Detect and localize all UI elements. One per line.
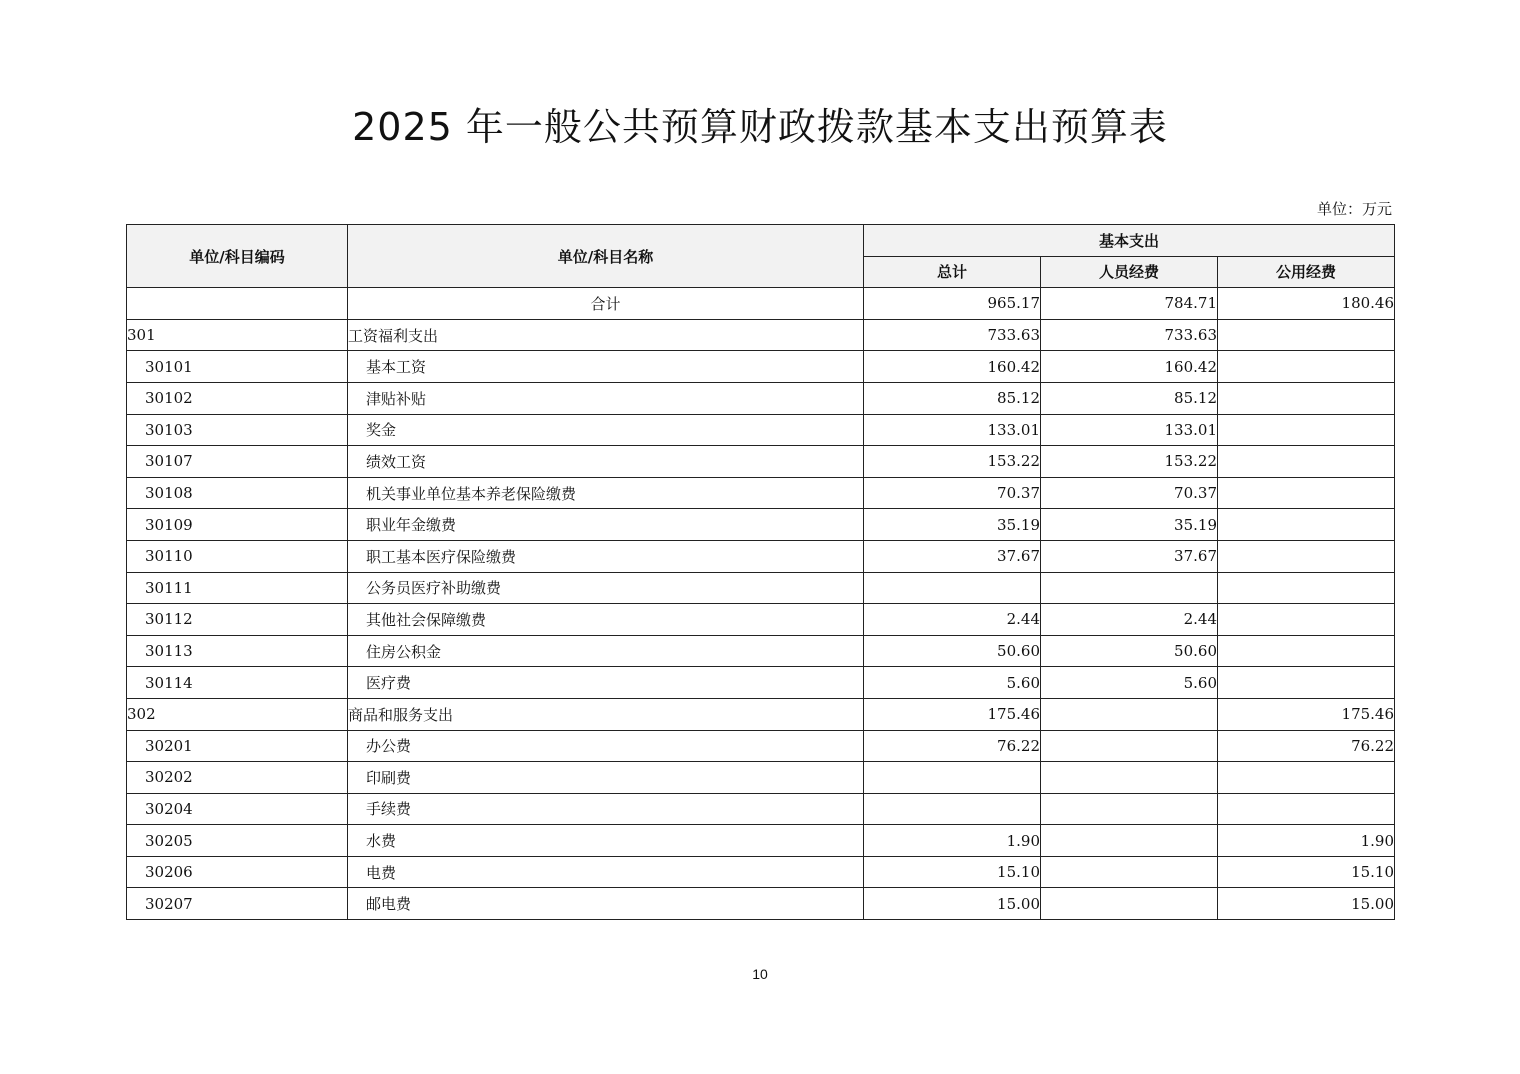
cell-personnel bbox=[1041, 572, 1218, 604]
cell-name: 住房公积金 bbox=[348, 635, 864, 667]
cell-name: 职业年金缴费 bbox=[348, 509, 864, 541]
cell-personnel: 2.44 bbox=[1041, 604, 1218, 636]
table-row bbox=[127, 667, 1395, 699]
cell-code: 30109 bbox=[127, 509, 348, 541]
table-row bbox=[127, 856, 1395, 888]
cell-public bbox=[1218, 414, 1395, 446]
cell-public: 180.46 bbox=[1218, 288, 1395, 320]
cell-code: 30113 bbox=[127, 635, 348, 667]
page-number: 10 bbox=[752, 966, 768, 982]
cell-public bbox=[1218, 540, 1395, 572]
cell-total: 175.46 bbox=[864, 698, 1041, 730]
cell-total bbox=[864, 762, 1041, 794]
cell-public: 15.00 bbox=[1218, 888, 1395, 920]
cell-personnel bbox=[1041, 793, 1218, 825]
cell-public: 175.46 bbox=[1218, 698, 1395, 730]
cell-total: 70.37 bbox=[864, 477, 1041, 509]
cell-public bbox=[1218, 351, 1395, 383]
cell-code: 30102 bbox=[127, 382, 348, 414]
cell-name: 奖金 bbox=[348, 414, 864, 446]
table-row bbox=[127, 382, 1395, 414]
cell-name: 商品和服务支出 bbox=[348, 698, 864, 730]
table-row bbox=[127, 319, 1395, 351]
cell-code: 30108 bbox=[127, 477, 348, 509]
cell-name: 绩效工资 bbox=[348, 446, 864, 478]
cell-name: 医疗费 bbox=[348, 667, 864, 699]
cell-total: 153.22 bbox=[864, 446, 1041, 478]
cell-total bbox=[864, 793, 1041, 825]
cell-total: 965.17 bbox=[864, 288, 1041, 320]
cell-public bbox=[1218, 572, 1395, 604]
cell-public bbox=[1218, 762, 1395, 794]
cell-code: 30206 bbox=[127, 856, 348, 888]
cell-total: 5.60 bbox=[864, 667, 1041, 699]
cell-code: 30207 bbox=[127, 888, 348, 920]
table-row bbox=[127, 762, 1395, 794]
cell-name: 公务员医疗补助缴费 bbox=[348, 572, 864, 604]
cell-code: 30204 bbox=[127, 793, 348, 825]
cell-code: 30107 bbox=[127, 446, 348, 478]
cell-name: 津贴补贴 bbox=[348, 382, 864, 414]
cell-total: 2.44 bbox=[864, 604, 1041, 636]
cell-code: 30112 bbox=[127, 604, 348, 636]
cell-total: 160.42 bbox=[864, 351, 1041, 383]
cell-name: 其他社会保障缴费 bbox=[348, 604, 864, 636]
cell-personnel: 733.63 bbox=[1041, 319, 1218, 351]
cell-personnel bbox=[1041, 698, 1218, 730]
table-row bbox=[127, 414, 1395, 446]
cell-personnel bbox=[1041, 825, 1218, 857]
unit-label: 单位：万元 bbox=[1316, 200, 1392, 218]
cell-name: 办公费 bbox=[348, 730, 864, 762]
cell-code: 30201 bbox=[127, 730, 348, 762]
table-row bbox=[127, 888, 1395, 920]
cell-total: 35.19 bbox=[864, 509, 1041, 541]
cell-personnel: 133.01 bbox=[1041, 414, 1218, 446]
cell-personnel bbox=[1041, 856, 1218, 888]
cell-total: 15.00 bbox=[864, 888, 1041, 920]
cell-public bbox=[1218, 509, 1395, 541]
cell-personnel bbox=[1041, 888, 1218, 920]
table-row bbox=[127, 604, 1395, 636]
cell-name: 职工基本医疗保险缴费 bbox=[348, 540, 864, 572]
cell-name: 邮电费 bbox=[348, 888, 864, 920]
cell-name: 水费 bbox=[348, 825, 864, 857]
cell-total: 37.67 bbox=[864, 540, 1041, 572]
cell-public: 15.10 bbox=[1218, 856, 1395, 888]
table-row bbox=[127, 730, 1395, 762]
cell-public bbox=[1218, 319, 1395, 351]
cell-public bbox=[1218, 446, 1395, 478]
cell-name: 电费 bbox=[348, 856, 864, 888]
cell-code bbox=[127, 288, 348, 320]
cell-personnel: 153.22 bbox=[1041, 446, 1218, 478]
cell-public bbox=[1218, 604, 1395, 636]
cell-code: 30110 bbox=[127, 540, 348, 572]
cell-total: 50.60 bbox=[864, 635, 1041, 667]
header-public: 公用经费 bbox=[1218, 256, 1395, 288]
cell-public bbox=[1218, 635, 1395, 667]
cell-name: 基本工资 bbox=[348, 351, 864, 383]
cell-personnel bbox=[1041, 730, 1218, 762]
cell-code: 30114 bbox=[127, 667, 348, 699]
cell-code: 302 bbox=[127, 698, 348, 730]
cell-public bbox=[1218, 667, 1395, 699]
cell-name: 手续费 bbox=[348, 793, 864, 825]
cell-total bbox=[864, 572, 1041, 604]
cell-personnel: 37.67 bbox=[1041, 540, 1218, 572]
cell-code: 30205 bbox=[127, 825, 348, 857]
cell-personnel: 85.12 bbox=[1041, 382, 1218, 414]
cell-public bbox=[1218, 793, 1395, 825]
header-total: 总计 bbox=[864, 256, 1041, 288]
cell-public bbox=[1218, 382, 1395, 414]
cell-code: 30202 bbox=[127, 762, 348, 794]
header-personnel: 人员经费 bbox=[1041, 256, 1218, 288]
budget-table bbox=[126, 224, 1395, 920]
cell-total: 15.10 bbox=[864, 856, 1041, 888]
table-row bbox=[127, 572, 1395, 604]
page-title: 2025 年一般公共预算财政拨款基本支出预算表 bbox=[352, 105, 1168, 149]
cell-personnel: 784.71 bbox=[1041, 288, 1218, 320]
cell-public bbox=[1218, 477, 1395, 509]
cell-name: 工资福利支出 bbox=[348, 319, 864, 351]
header-name: 单位/科目名称 bbox=[348, 225, 864, 288]
table-row bbox=[127, 509, 1395, 541]
cell-code: 30103 bbox=[127, 414, 348, 446]
cell-total: 1.90 bbox=[864, 825, 1041, 857]
table-header bbox=[127, 225, 1395, 288]
cell-code: 30111 bbox=[127, 572, 348, 604]
cell-personnel: 70.37 bbox=[1041, 477, 1218, 509]
table-row bbox=[127, 446, 1395, 478]
cell-total: 76.22 bbox=[864, 730, 1041, 762]
cell-total: 733.63 bbox=[864, 319, 1041, 351]
cell-total: 133.01 bbox=[864, 414, 1041, 446]
table-row bbox=[127, 351, 1395, 383]
table-row bbox=[127, 793, 1395, 825]
table-row bbox=[127, 540, 1395, 572]
cell-personnel bbox=[1041, 762, 1218, 794]
header-code: 单位/科目编码 bbox=[127, 225, 348, 288]
table-row bbox=[127, 477, 1395, 509]
cell-name: 印刷费 bbox=[348, 762, 864, 794]
cell-public: 76.22 bbox=[1218, 730, 1395, 762]
cell-code: 301 bbox=[127, 319, 348, 351]
cell-personnel: 5.60 bbox=[1041, 667, 1218, 699]
table-row bbox=[127, 698, 1395, 730]
cell-personnel: 35.19 bbox=[1041, 509, 1218, 541]
table-row bbox=[127, 288, 1395, 320]
cell-name: 合计 bbox=[348, 288, 864, 320]
cell-code: 30101 bbox=[127, 351, 348, 383]
table-row bbox=[127, 635, 1395, 667]
cell-personnel: 160.42 bbox=[1041, 351, 1218, 383]
table-body bbox=[127, 288, 1395, 920]
cell-personnel: 50.60 bbox=[1041, 635, 1218, 667]
table-row bbox=[127, 825, 1395, 857]
header-basic-expenditure: 基本支出 bbox=[864, 225, 1395, 257]
cell-public: 1.90 bbox=[1218, 825, 1395, 857]
cell-name: 机关事业单位基本养老保险缴费 bbox=[348, 477, 864, 509]
cell-total: 85.12 bbox=[864, 382, 1041, 414]
